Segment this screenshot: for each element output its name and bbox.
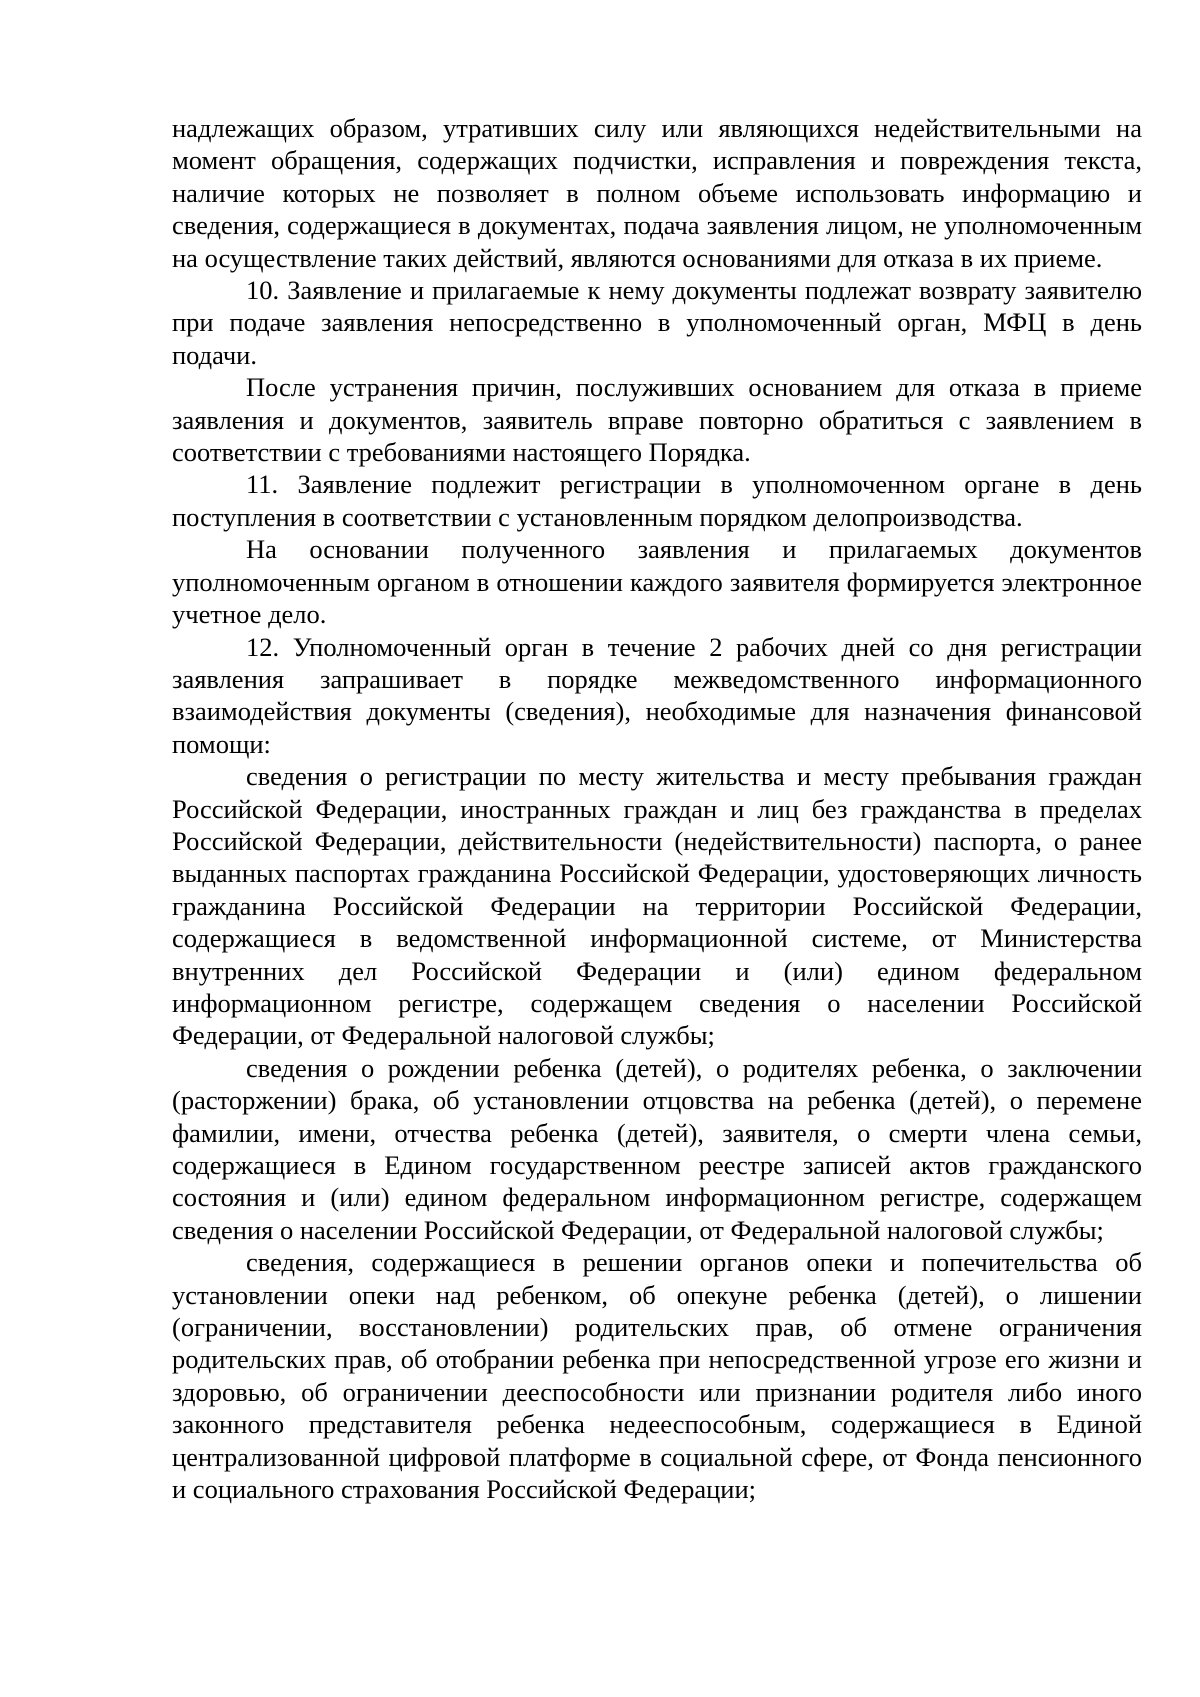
paragraph-registration-info: сведения о регистрации по месту жительства и месту пребывания граждан Российской Федерации, иностранных граждан и лиц без гражданства в пределах Российской Федерации, действительности (недействительности) паспорта, о ранее выданных паспортах гражданина Российской Федерации, удостоверяющих личность гражданина Российской Федерации на территории Российской Федерации, содержащиеся в ведомственной информационной системе, от Министерства внутренних дел Российской Федерации и (или) едином федеральном информационном регистре, содержащем сведения о населении Российской Федерации, от Федеральной налоговой службы; (172, 761, 1142, 1051)
paragraph-item-12: 12. Уполномоченный орган в течение 2 рабочих дней со дня регистрации заявления запрашивает в порядке межведомственного информационного взаимодействия документы (сведения), необходимые для назначения финансовой помощи: (172, 631, 1142, 759)
document-page (172, 112, 1142, 1505)
paragraph-resubmission: После устранения причин, послуживших основанием для отказа в приеме заявления и документов, заявитель вправе повторно обратиться с заявлением в соответствии с требованиями настоящего Порядка. (172, 372, 1142, 468)
paragraph-item-10: 10. Заявление и прилагаемые к нему документы подлежат возврату заявителю при подаче заявления непосредственно в уполномоченный орган, МФЦ в день подачи. (172, 275, 1142, 370)
paragraph-civil-status-info: сведения о рождении ребенка (детей), о родителях ребенка, о заключении (расторжении) брака, об установлении отцовства на ребенка (детей), о перемене фамилии, имени, отчества ребенка (детей), заявителя, о смерти члена семьи, содержащиеся в Едином государственном реестре записей актов гражданского состояния и (или) едином федеральном информационном регистре, содержащем сведения о населении Российской Федерации, от Федеральной налоговой службы; (172, 1052, 1142, 1245)
paragraph-electronic-file: На основании полученного заявления и прилагаемых документов уполномоченным органом в отношении каждого заявителя формируется электронное учетное дело. (172, 534, 1142, 630)
paragraph-guardianship-info: сведения, содержащиеся в решении органов опеки и попечительства об установлении опеки над ребенком, об опекуне ребенка (детей), о лишении (ограничении, восстановлении) родительских прав, об отмене ограничения родительских прав, об отобрании ребенка при непосредственной угрозе его жизни и здоровью, об ограничении дееспособности или признании родителя либо иного законного представителя ребенка недееспособным, содержащиеся в Единой централизованной цифровой платформе в социальной сфере, от Фонда пенсионного и социального страхования Российской Федерации; (172, 1247, 1142, 1505)
paragraph-item-11: 11. Заявление подлежит регистрации в уполномоченном органе в день поступления в соответствии с установленным порядком делопроизводства. (172, 469, 1142, 532)
paragraph-continuation: надлежащих образом, утративших силу или являющихся недействительными на момент обращения, содержащих подчистки, исправления и повреждения текста, наличие которых не позволяет в полном объеме использовать информацию и сведения, содержащиеся в документах, подача заявления лицом, не уполномоченным на осуществление таких действий, являются основаниями для отказа в их приеме. (172, 113, 1142, 273)
